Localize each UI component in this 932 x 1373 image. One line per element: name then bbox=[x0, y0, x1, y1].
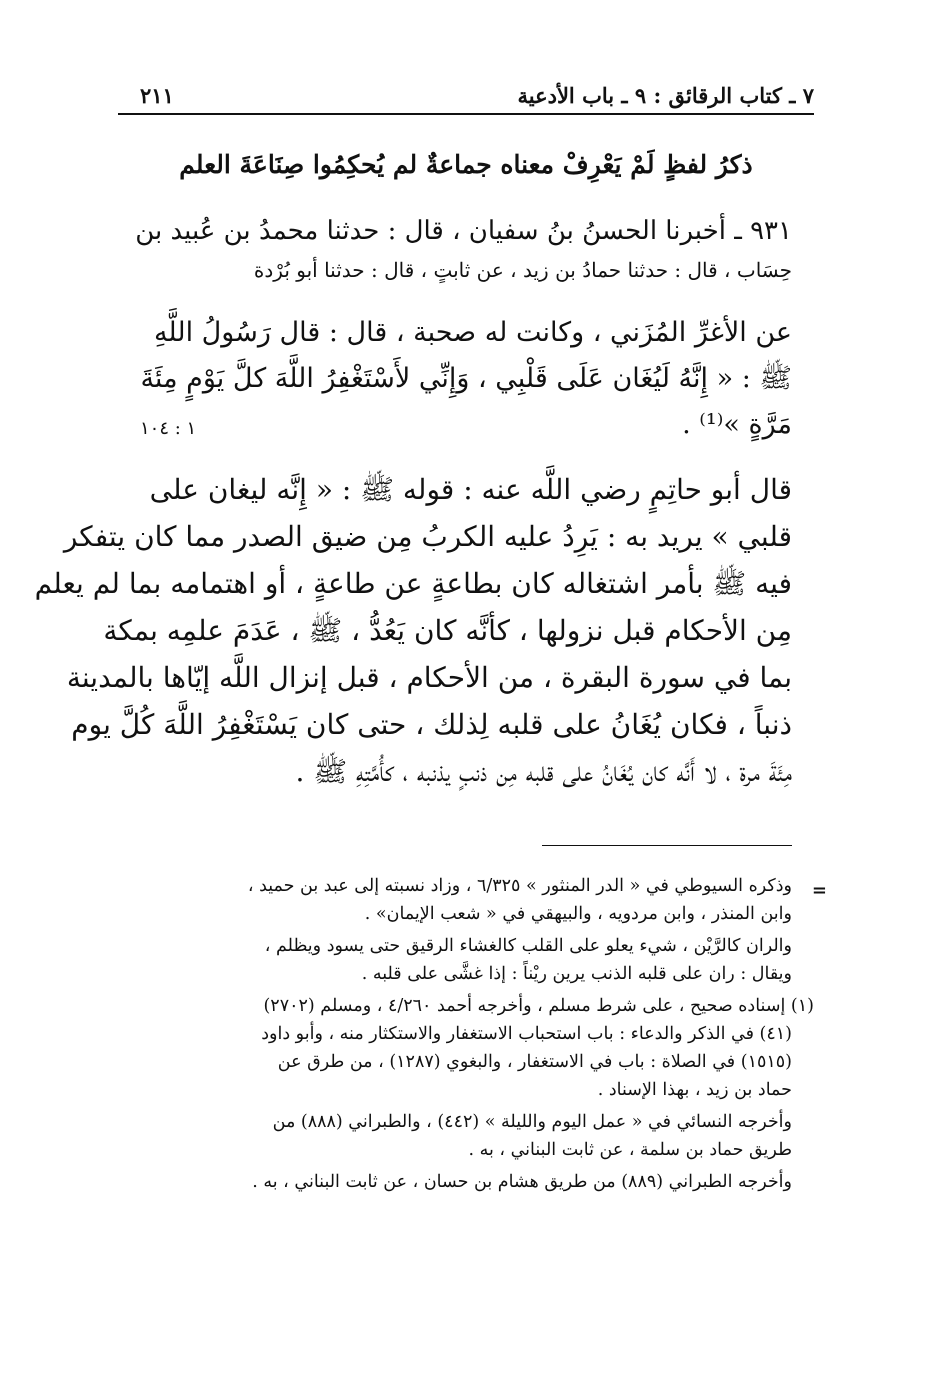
section-heading: ذكرُ لفظٍ لَمْ يَعْرِفْ معناه جماعةٌ لم يُحكِمُوا صِنَاعَةَ العلم bbox=[179, 150, 753, 179]
matn-last-row bbox=[140, 402, 792, 448]
hadith-isnad-line-1 bbox=[135, 210, 792, 252]
matn-line-3: مَرَّةٍ »⁽¹⁾ . bbox=[682, 409, 792, 440]
footnote-line: (١) إسناده صحيح ، على شرط مسلم ، وأخرجه أحمد ٤/٢٦٠ ، ومسلم (٢٧٠٢) bbox=[263, 996, 814, 1016]
commentary-line: بما في سورة البقرة ، من الأحكام ، قبل إنزال اللَّه إيّاها بالمدينة bbox=[66, 661, 792, 694]
commentary-line: فيه ﷺ بأمر اشتغاله كان بطاعةٍ عن طاعةٍ ، أو اهتمامه بما لم يعلم bbox=[34, 567, 792, 600]
commentary-line: مِن الأحكام قبل نزولها ، كأنَّه كان يَعُدُّ ، ﷺ ، عَدَمَ علمِه بمكة bbox=[103, 614, 792, 647]
matn-line-1: عن الأغرِّ المُزَني ، وكانت له صحبة ، قال : قال رَسُولُ اللَّهِ bbox=[153, 317, 792, 348]
footnote-block bbox=[140, 872, 814, 928]
footnote-line: وابن المنذر ، وابن مردويه ، والبيهقي في « شعب الإيمان» . bbox=[364, 904, 792, 924]
footnote-block bbox=[140, 1168, 814, 1196]
author-commentary bbox=[34, 466, 792, 795]
footnote-divider bbox=[542, 845, 792, 846]
footnote-block-1 bbox=[140, 992, 814, 1104]
footnote-continuation-marker: = bbox=[811, 880, 827, 901]
footnote-line: حماد بن زيد ، بهذا الإسناد . bbox=[597, 1080, 792, 1100]
footnote-line: (١٥١٥) في الصلاة : باب في الاستغفار ، والبغوي (١٢٨٧) ، من طرق عن bbox=[277, 1052, 792, 1072]
footnote-line: وذكره السيوطي في « الدر المنثور » ٦/٣٢٥ ، وزاد نسبته إلى عبد بن حميد ، bbox=[247, 876, 792, 896]
matn-line-2: ﷺ : « إِنَّهُ لَيُغَان عَلَى قَلْبِي ، وَإِنِّي لأَسْتَغْفِرُ اللَّهَ كلَّ يَوْمٍ مِئَةَ bbox=[140, 363, 792, 394]
footnotes bbox=[140, 872, 814, 1200]
volume-reference: ١ : ١٠٤ bbox=[140, 418, 197, 439]
hadith-matn bbox=[140, 310, 792, 448]
commentary-line: مِئَةَ مرة ، لا أَنَّه كان يُغَانُ على قلبه مِن ذنبٍ يذنبه ، كأُمَّتِهِ ﷺ . bbox=[295, 755, 792, 788]
footnote-block bbox=[140, 932, 814, 988]
isnad-text-1: ٩٣١ ـ أخبرنا الحسنُ بنُ سفيان ، قال : حدثنا محمدُ بن عُبيد بن bbox=[135, 216, 792, 246]
isnad-text-2: حِسَاب ، قال : حدثنا حمادُ بن زيد ، عن ثابتٍ ، قال : حدثنا أبو بُرْدة bbox=[253, 258, 792, 282]
footnote-line: (٤١) في الذكر والدعاء : باب استحباب الاستغفار والاستكثار منه ، وأبو داود bbox=[261, 1024, 792, 1044]
commentary-line: قلبي » يريد به : يَرِدُ عليه الكربُ مِن ضيق الصدر مما كان يتفكر bbox=[63, 520, 792, 553]
running-header bbox=[140, 78, 814, 112]
footnote-line: طريق حماد بن سلمة ، عن ثابت البناني ، به . bbox=[468, 1140, 792, 1160]
header-divider bbox=[118, 113, 814, 115]
page-number: ٢١١ bbox=[140, 82, 174, 108]
footnote-block bbox=[140, 1108, 814, 1164]
footnote-line: وأخرجه النسائي في « عمل اليوم والليلة » (٤٤٢) ، والطبراني (٨٨٨) من bbox=[272, 1112, 792, 1132]
running-title: ٧ ـ كتاب الرقائق : ٩ ـ باب الأدعية bbox=[517, 82, 814, 108]
hadith-isnad-line-2 bbox=[140, 257, 792, 283]
footnote-line: وأخرجه الطبراني (٨٨٩) من طريق هشام بن حسان ، عن ثابت البناني ، به . bbox=[252, 1172, 792, 1192]
footnote-line: والران كالرَّيْن ، شيء يعلو على القلب كالغشاء الرقيق حتى يسود ويظلم ، bbox=[264, 936, 792, 956]
footnote-line: ويقال : ران على قلبه الذنب يرين ريْناً : إذا غشَّى على قلبه . bbox=[361, 964, 792, 984]
commentary-line: ذنباً ، فكان يُغَانُ على قلبه لِذلك ، حتى كان يَسْتَغْفِرُ اللَّهَ كُلَّ يوم bbox=[71, 708, 792, 741]
commentary-line: قال أبو حاتِمٍ رضي اللَّه عنه : قوله ﷺ : « إِنَّه ليغان على bbox=[149, 473, 792, 506]
